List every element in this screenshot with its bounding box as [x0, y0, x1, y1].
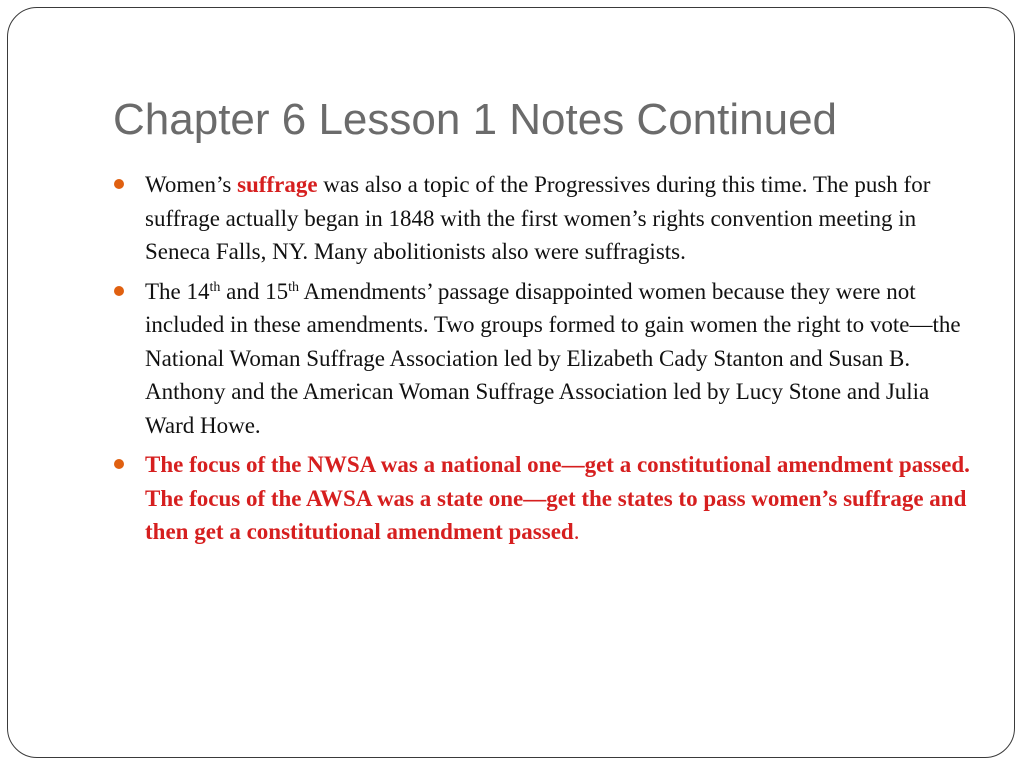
bullet-item-amendments [112, 275, 972, 443]
bullet-2-text-a: The 14 [145, 278, 210, 304]
bullet-2-sup-a: th [209, 279, 221, 295]
bullet-item-suffrage [112, 168, 972, 269]
bullet-2-text-c: Amendments’ passage disappointed women because they were not included in these amendments. Two groups formed to gain women the right to vote—the National Woman Suffrage Association led by Elizabeth Cady Stanton and Susan B. Anthony and the American Woman Suffrage Association led by Lucy Stone and Julia Ward Howe. [145, 278, 961, 438]
bullet-3-end: . [573, 519, 580, 544]
slide-title: Chapter 6 Lesson 1 Notes Continued [113, 95, 838, 144]
bullet-2-text-b: and 15 [220, 278, 289, 304]
bullet-item-focus [112, 448, 972, 549]
bullet-1-highlight: suffrage [237, 172, 318, 197]
bullet-1-text-start: Women’s [145, 172, 238, 197]
bullet-3-text: The focus of the NWSA was a national one—get a constitutional amendment passed. The focus of the AWSA was a state one—get the states to pass women’s suffrage and then get a constitutional amendment passed [145, 452, 970, 544]
bullet-1-text-end: was also a topic of the Progressives during this time. The push for suffrage actually began in 1848 with the first women’s rights convention meeting in Seneca Falls, NY. Many abolitionists also were suffragists. [145, 172, 931, 264]
bullet-dot-icon [114, 459, 124, 469]
bullet-dot-icon [114, 179, 124, 189]
bullet-2-sup-b: th [288, 279, 300, 295]
bullet-dot-icon [114, 286, 124, 296]
bullet-list [112, 168, 972, 555]
